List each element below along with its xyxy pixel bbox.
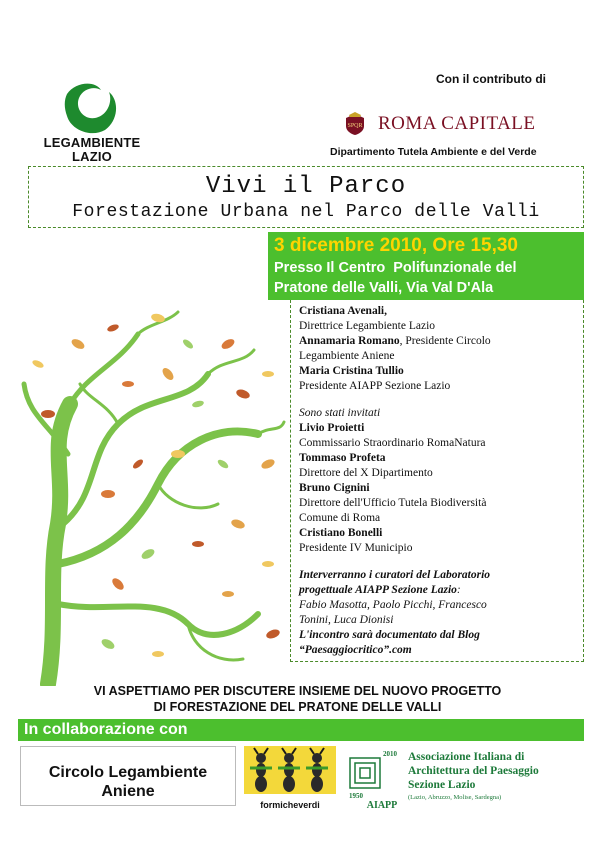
curators-intro: Interverranno i curatori del Laboratorio xyxy=(299,569,491,581)
roma-capitale-logo xyxy=(344,110,536,138)
invitation-text xyxy=(20,683,575,715)
aiapp-name-line2: Architettura del Paesaggio xyxy=(408,765,539,777)
aiapp-name-line3: Sezione Lazio xyxy=(408,779,476,791)
event-venue-line2: Pratone delle Valli, Via Val D'Ala xyxy=(274,280,494,296)
speaker-role: Presidente AIAPP Sezione Lazio xyxy=(299,380,451,392)
speaker-role: , Presidente Circolo xyxy=(399,335,491,347)
aiapp-name xyxy=(408,750,539,792)
aiapp-logo xyxy=(346,748,584,810)
legambiente-region: LAZIO xyxy=(72,149,112,164)
title-box xyxy=(28,166,584,228)
aiapp-year-top: 2010 xyxy=(383,750,397,758)
collaboration-label: In collaborazione con xyxy=(24,721,188,738)
speaker-role: Legambiente Aniene xyxy=(299,350,395,362)
speaker-role: Direttrice Legambiente Lazio xyxy=(299,320,436,332)
formicheverdi-logo xyxy=(244,746,336,808)
invited-name: Cristiano Bonelli xyxy=(299,527,383,539)
invited-name: Bruno Cignini xyxy=(299,482,370,494)
aiapp-year-bottom: 1950 xyxy=(349,792,363,800)
blog-name: “Paesaggiocritico”.com xyxy=(299,644,412,656)
contribution-label: Con il contributo di xyxy=(436,72,546,86)
invited-role: Comune di Roma xyxy=(299,512,381,524)
speakers-list xyxy=(290,300,584,662)
formicheverdi-name: formicheverdi xyxy=(260,800,320,810)
invited-role: Direttore del X Dipartimento xyxy=(299,467,433,479)
circolo-name: Circolo Legambiente xyxy=(48,764,208,781)
invited-label: Sono stati invitati xyxy=(299,407,381,419)
page-title: Vivi il Parco xyxy=(205,173,407,200)
aiapp-emblem-icon xyxy=(346,748,406,810)
aiapp-acronym: AIAPP xyxy=(366,800,398,810)
event-venue xyxy=(274,258,578,298)
invited-role: Direttore dell'Ufficio Tutela Biodiversità xyxy=(299,497,487,509)
roma-capitale-name: ROMA CAPITALE xyxy=(378,113,536,134)
circolo-logo xyxy=(20,746,236,806)
speaker-name: Cristiana Avenali, xyxy=(299,305,387,317)
ants-icon xyxy=(244,746,336,794)
curators-names: Fabio Masotta, Paolo Picchi, Francesco xyxy=(299,599,487,611)
legambiente-logo xyxy=(22,80,162,172)
roma-shield-icon xyxy=(344,112,366,136)
invitation-line2: DI FORESTAZIONE DEL PRATONE DELLE VALLI xyxy=(153,700,442,714)
curators-intro-line2: progettuale AIAPP Sezione Lazio: xyxy=(299,584,461,596)
event-banner xyxy=(268,232,584,300)
invited-name: Livio Proietti xyxy=(299,422,365,434)
aiapp-regions: (Lazio, Abruzzo, Molise, Sardegna) xyxy=(408,794,502,801)
department-label: Dipartimento Tutela Ambiente e del Verde xyxy=(330,146,537,158)
swan-icon xyxy=(61,80,123,136)
svg-text:SPQR: SPQR xyxy=(347,123,363,129)
page-subtitle: Forestazione Urbana nel Parco delle Valli xyxy=(72,202,540,222)
blog-note: L'incontro sarà documentato dal Blog xyxy=(299,629,480,641)
speaker-name: Maria Cristina Tullio xyxy=(299,365,404,377)
speaker-name: Annamaria Romano xyxy=(299,335,400,347)
invited-role: Presidente IV Municipio xyxy=(299,542,413,554)
aiapp-name-line1: Associazione Italiana di xyxy=(408,751,525,763)
collaboration-bar xyxy=(18,719,584,741)
speaker-entry xyxy=(299,334,583,349)
event-date: 3 dicembre 2010, Ore 15,30 xyxy=(274,235,518,256)
invited-role: Commissario Straordinario RomaNatura xyxy=(299,437,486,449)
circolo-subname: Aniene xyxy=(101,783,155,800)
invited-name: Tommaso Profeta xyxy=(299,452,386,464)
invitation-line1: VI ASPETTIAMO PER DISCUTERE INSIEME DEL NUOVO PROGETTO xyxy=(93,684,502,698)
legambiente-name: LEGAMBIENTE xyxy=(43,135,141,150)
event-venue-line1: Presso Il Centro Polifunzionale del xyxy=(274,260,517,276)
tree-illustration xyxy=(18,304,290,686)
curators-names: Tonini, Luca Dionisi xyxy=(299,614,394,626)
